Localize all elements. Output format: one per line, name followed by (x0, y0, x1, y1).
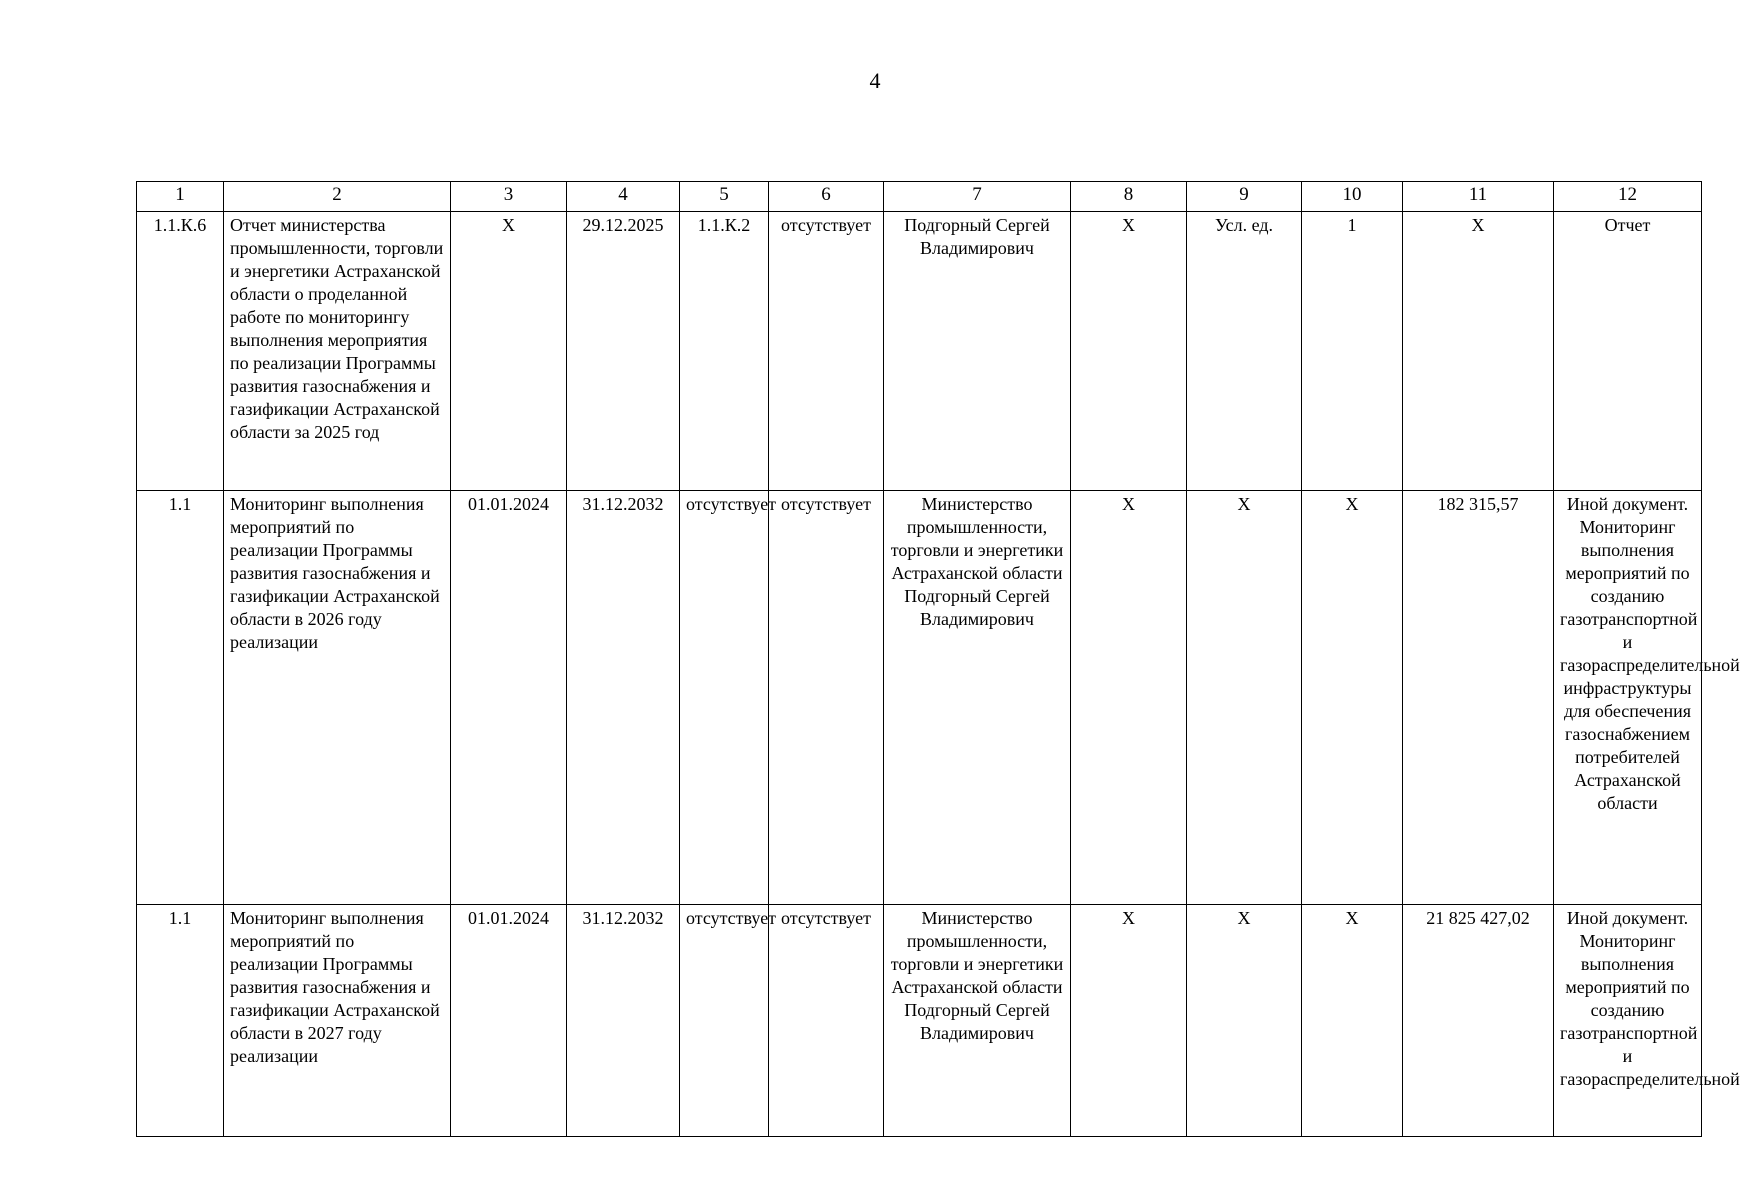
table-row (137, 212, 1702, 491)
cell-col8: X (1071, 212, 1187, 491)
cell-value: X (1302, 905, 1403, 1137)
page-number: 4 (869, 68, 881, 93)
col-header-2: 2 (224, 182, 451, 212)
cell-name: Мониторинг выполнения мероприятий по реализации Программы развития газоснабжения и газификации Астраханской области в 2027 году реализации (224, 905, 451, 1137)
cell-col8: X (1071, 491, 1187, 905)
col-header-3: 3 (451, 182, 567, 212)
header-row (137, 182, 1702, 212)
cell-value: 1 (1302, 212, 1403, 491)
table-row (137, 491, 1702, 905)
cell-responsible: Подгорный Сергей Владимирович (884, 212, 1071, 491)
cell-predecessor: отсутствует (680, 491, 769, 905)
cell-successor: отсутствует (769, 212, 884, 491)
cell-responsible: Министерство промышленности, торговли и энергетики Астраханской области Подгорный Сергей Владимирович (884, 905, 1071, 1137)
cell-document: Отчет (1554, 212, 1702, 491)
cell-end-date: 31.12.2032 (567, 905, 680, 1137)
cell-amount: X (1403, 212, 1554, 491)
cell-predecessor: 1.1.К.2 (680, 212, 769, 491)
col-header-8: 8 (1071, 182, 1187, 212)
cell-col8: X (1071, 905, 1187, 1137)
col-header-11: 11 (1403, 182, 1554, 212)
cell-end-date: 29.12.2025 (567, 212, 680, 491)
col-header-12: 12 (1554, 182, 1702, 212)
col-header-1: 1 (137, 182, 224, 212)
cell-unit: Усл. ед. (1187, 212, 1302, 491)
cell-start-date: 01.01.2024 (451, 905, 567, 1137)
cell-responsible: Министерство промышленности, торговли и энергетики Астраханской области Подгорный Сергей Владимирович (884, 491, 1071, 905)
measures-table (136, 181, 1740, 1137)
cell-name: Мониторинг выполнения мероприятий по реализации Программы развития газоснабжения и газификации Астраханской области в 2026 году реализации (224, 491, 451, 905)
cell-code: 1.1.К.6 (137, 212, 224, 491)
cell-predecessor: отсутствует (680, 905, 769, 1137)
table-row (137, 905, 1702, 1137)
cell-name: Отчет министерства промышленности, торговли и энергетики Астраханской области о проделанной работе по мониторингу выполнения мероприятия по реализации Программы развития газоснабжения и газификации Астраханской области за 2025 год (224, 212, 451, 491)
col-header-6: 6 (769, 182, 884, 212)
col-header-4: 4 (567, 182, 680, 212)
cell-document: Иной документ. Мониторинг выполнения мероприятий по созданию газотранспортной и газораспределительной (1554, 905, 1702, 1137)
cell-code: 1.1 (137, 491, 224, 905)
col-header-9: 9 (1187, 182, 1302, 212)
cell-amount: 21 825 427,02 (1403, 905, 1554, 1137)
col-header-7: 7 (884, 182, 1071, 212)
cell-start-date: 01.01.2024 (451, 491, 567, 905)
col-header-5: 5 (680, 182, 769, 212)
cell-value: X (1302, 491, 1403, 905)
cell-end-date: 31.12.2032 (567, 491, 680, 905)
cell-successor: отсутствует (769, 491, 884, 905)
cell-code: 1.1 (137, 905, 224, 1137)
cell-successor: отсутствует (769, 905, 884, 1137)
cell-amount: 182 315,57 (1403, 491, 1554, 905)
cell-start-date: X (451, 212, 567, 491)
cell-document: Иной документ. Мониторинг выполнения мероприятий по созданию газотранспортной и газораспределительной инфраструктуры для обеспечения газоснабжением потребителей Астраханской области (1554, 491, 1702, 905)
col-header-10: 10 (1302, 182, 1403, 212)
cell-unit: X (1187, 491, 1302, 905)
cell-unit: X (1187, 905, 1302, 1137)
